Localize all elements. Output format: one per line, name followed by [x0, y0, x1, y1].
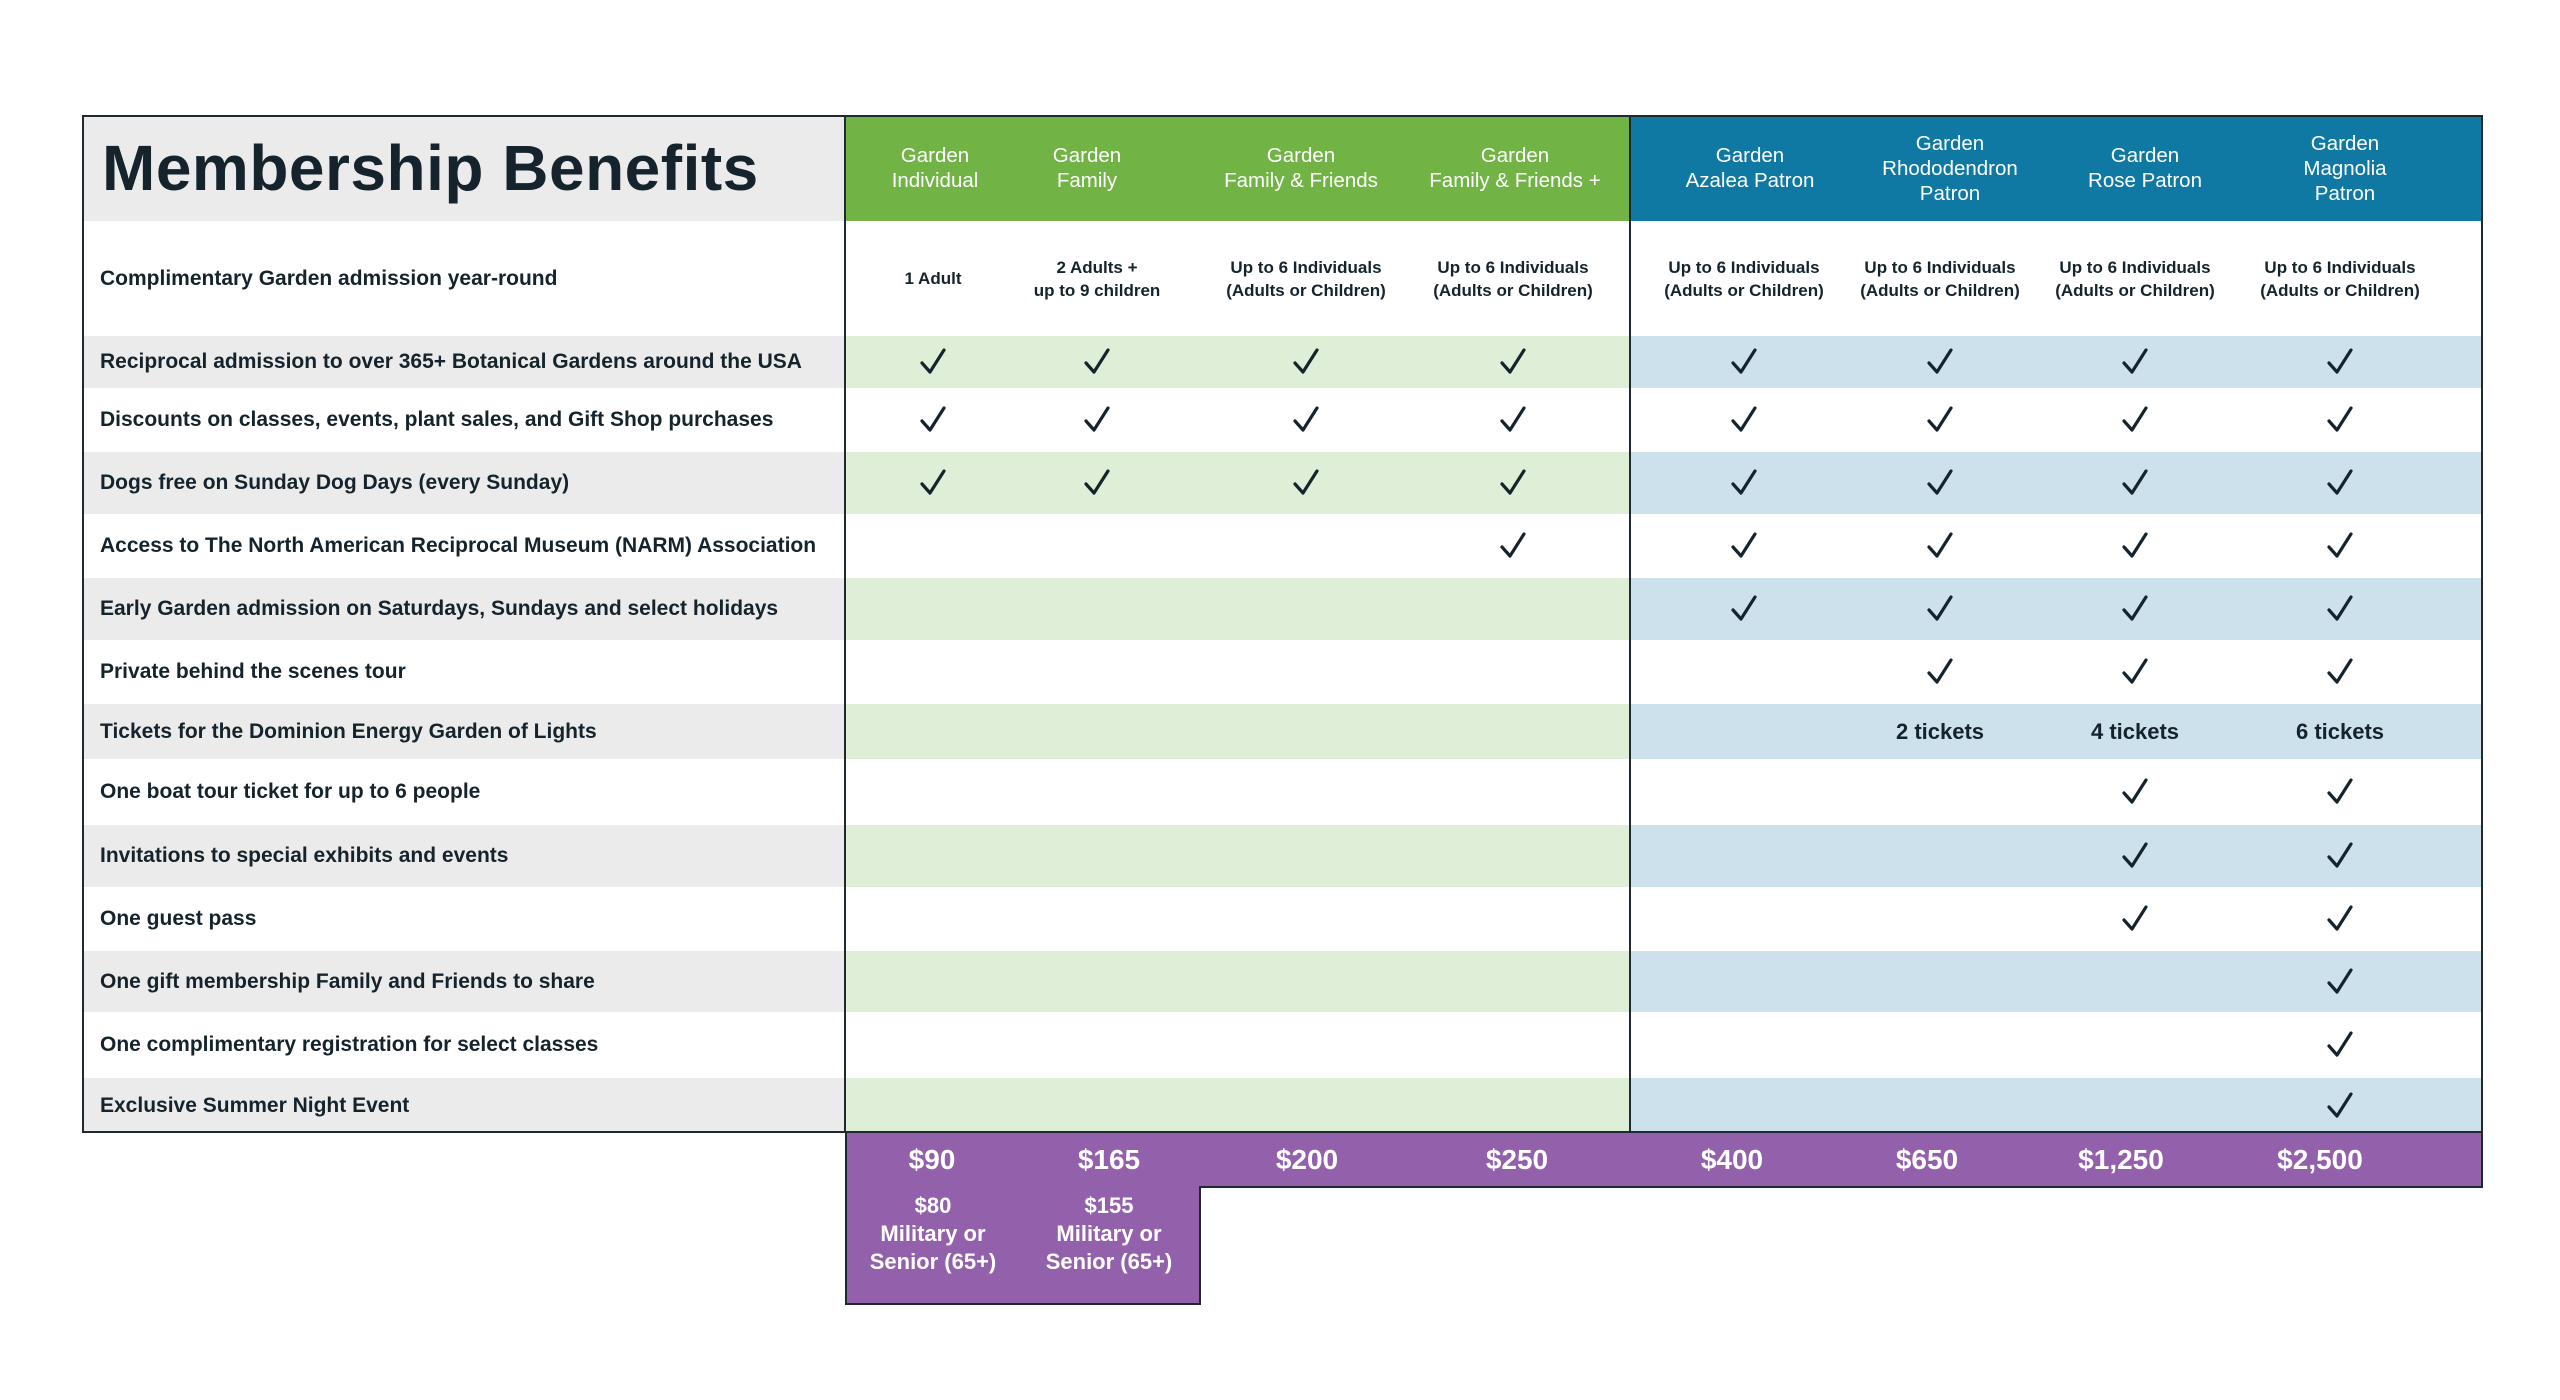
check-icon — [1012, 336, 1182, 388]
check-icon — [1843, 388, 2038, 452]
check-icon — [2243, 1012, 2438, 1078]
price-band — [845, 1133, 2483, 1188]
check-icon — [848, 336, 1018, 388]
tickets-count: 4 tickets — [2090, 718, 2180, 744]
check-icon — [1843, 514, 2038, 578]
label-divider — [844, 115, 846, 1133]
check-icon — [1843, 640, 2038, 704]
check-icon — [848, 452, 1018, 514]
check-icon — [2038, 578, 2233, 640]
check-icon — [848, 388, 1018, 452]
price-family-friends-plus: $250 — [1485, 1143, 1549, 1175]
row-one-gift-membership-family-and-friends-t — [82, 951, 2483, 1012]
row-invitations-to-special-exhibits-and-even — [82, 825, 2483, 887]
military-price-individual: $80 Military or Senior (65+) — [869, 1193, 997, 1274]
column-header-family-friends-plus: Garden Family & Friends + — [1429, 144, 1601, 192]
check-icon — [1206, 388, 1406, 452]
check-icon — [1647, 578, 1842, 640]
row-bg-grn — [845, 759, 1630, 825]
row-bg-grn — [845, 1078, 1630, 1133]
admission-value: Up to 6 Individuals (Adults or Children) — [2055, 257, 2215, 300]
check-icon — [2038, 514, 2233, 578]
header-blue-group — [1630, 115, 2483, 221]
admission-value: 1 Adult — [904, 269, 962, 288]
check-icon — [1206, 336, 1406, 388]
check-icon — [2243, 578, 2438, 640]
check-icon — [2243, 336, 2438, 388]
row-label: Invitations to special exhibits and events — [100, 844, 509, 867]
row-bg-grn — [845, 640, 1630, 704]
column-header-magnolia: Garden Magnolia Patron — [2303, 131, 2387, 205]
row-bg-grn — [845, 1012, 1630, 1078]
check-icon — [2038, 759, 2233, 825]
price-azalea: $400 — [1700, 1143, 1764, 1175]
column-header-individual: Garden Individual — [891, 144, 979, 192]
row-label: One gift membership Family and Friends to share — [100, 969, 595, 993]
row-label: Access to The North American Reciprocal Museum (NARM) Association — [100, 534, 817, 557]
row-bg-grn — [845, 825, 1630, 887]
row-one-complimentary-registration-for-selec — [82, 1012, 2483, 1078]
check-icon — [2038, 640, 2233, 704]
row-label: Dogs free on Sunday Dog Days (every Sunday) — [100, 471, 570, 494]
row-dogs-free-on-sunday-dog-days-every-sunda — [82, 452, 2483, 514]
admission-value: 2 Adults + up to 9 children — [1033, 257, 1161, 300]
check-icon — [2243, 1078, 2438, 1133]
row-label: Early Garden admission on Saturdays, Sundays and select holidays — [100, 597, 779, 620]
check-icon — [1647, 388, 1842, 452]
row-bg-grn — [845, 578, 1630, 640]
price-rhododendron: $650 — [1895, 1143, 1959, 1175]
tickets-count: 2 tickets — [1895, 718, 1985, 744]
row-bg-grn — [845, 951, 1630, 1012]
military-price-family: $155 Military or Senior (65+) — [1045, 1193, 1173, 1274]
check-icon — [2243, 887, 2438, 951]
check-icon — [1413, 452, 1613, 514]
row-label: Discounts on classes, events, plant sales, and Gift Shop purchases — [100, 408, 774, 431]
check-icon — [2243, 825, 2438, 887]
row-reciprocal-admission-to-over-365-botanic — [82, 336, 2483, 388]
row-one-guest-pass — [82, 887, 2483, 951]
admission-value: Up to 6 Individuals (Adults or Children) — [1226, 257, 1386, 300]
row-label: Exclusive Summer Night Event — [100, 1093, 410, 1117]
column-header-family: Garden Family — [1052, 144, 1122, 192]
check-icon — [1647, 514, 1842, 578]
row-label: One guest pass — [100, 907, 257, 930]
check-icon — [1012, 388, 1182, 452]
price-individual: $90 — [908, 1143, 956, 1175]
check-icon — [1206, 452, 1406, 514]
check-icon — [2243, 514, 2438, 578]
row-label: Tickets for the Dominion Energy Garden of Lights — [100, 719, 597, 743]
check-icon — [2038, 336, 2233, 388]
row-bg-grn — [845, 887, 1630, 951]
price-family-friends: $200 — [1275, 1143, 1339, 1175]
row-one-boat-tour-ticket-for-up-to-6-people — [82, 759, 2483, 825]
tickets-count: 6 tickets — [2295, 718, 2385, 744]
check-icon — [2038, 887, 2233, 951]
check-icon — [2038, 388, 2233, 452]
admission-value: Up to 6 Individuals (Adults or Children) — [1433, 257, 1593, 300]
column-header-family-friends: Garden Family & Friends — [1224, 144, 1378, 192]
column-header-azalea: Garden Azalea Patron — [1685, 144, 1815, 192]
check-icon — [2243, 452, 2438, 514]
row-bg-grn — [845, 704, 1630, 759]
price-magnolia: $2,500 — [2277, 1143, 2363, 1175]
check-icon — [1647, 452, 1842, 514]
check-icon — [1413, 336, 1613, 388]
row-access-to-the-north-american-reciprocal- — [82, 514, 2483, 578]
row-label: One complimentary registration for select classes — [100, 1033, 599, 1056]
check-icon — [2243, 951, 2438, 1012]
admission-value: Up to 6 Individuals (Adults or Children) — [1860, 257, 2020, 300]
admission-value: Up to 6 Individuals (Adults or Children) — [1664, 257, 1824, 300]
check-icon — [2243, 640, 2438, 704]
row-admission — [82, 221, 2483, 336]
column-header-rose: Garden Rose Patron — [2088, 144, 2202, 192]
group-divider — [1629, 115, 1631, 1133]
row-label: One boat tour ticket for up to 6 people — [100, 780, 481, 803]
admission-value: Up to 6 Individuals (Adults or Children) — [2260, 257, 2420, 300]
row-discounts-on-classes-events-plant-sales- — [82, 388, 2483, 452]
price-rose: $1,250 — [2078, 1143, 2164, 1175]
title-cell — [82, 115, 845, 221]
check-icon — [1843, 578, 2038, 640]
check-icon — [1647, 336, 1842, 388]
discount-price-box — [845, 1186, 1201, 1305]
check-icon — [1012, 452, 1182, 514]
price-family: $165 — [1077, 1143, 1141, 1175]
column-header-rhododendron: Garden Rhododendron Patron — [1882, 131, 2018, 205]
check-icon — [1843, 452, 2038, 514]
row-private-behind-the-scenes-tour — [82, 640, 2483, 704]
row-label: Complimentary Garden admission year-round — [100, 266, 558, 290]
row-label: Private behind the scenes tour — [100, 660, 406, 683]
check-icon — [1843, 336, 2038, 388]
check-icon — [2243, 388, 2438, 452]
row-tickets-for-the-dominion-energy-garden-o — [82, 704, 2483, 759]
page-title: Membership Benefits — [102, 132, 759, 204]
check-icon — [2243, 759, 2438, 825]
check-icon — [2038, 825, 2233, 887]
row-label: Reciprocal admission to over 365+ Botanical Gardens around the USA — [100, 350, 802, 373]
row-exclusive-summer-night-event — [82, 1078, 2483, 1133]
check-icon — [1413, 514, 1613, 578]
check-icon — [2038, 452, 2233, 514]
check-icon — [1413, 388, 1613, 452]
row-early-garden-admission-on-saturdays-sund — [82, 578, 2483, 640]
header-green-group — [845, 115, 1630, 221]
